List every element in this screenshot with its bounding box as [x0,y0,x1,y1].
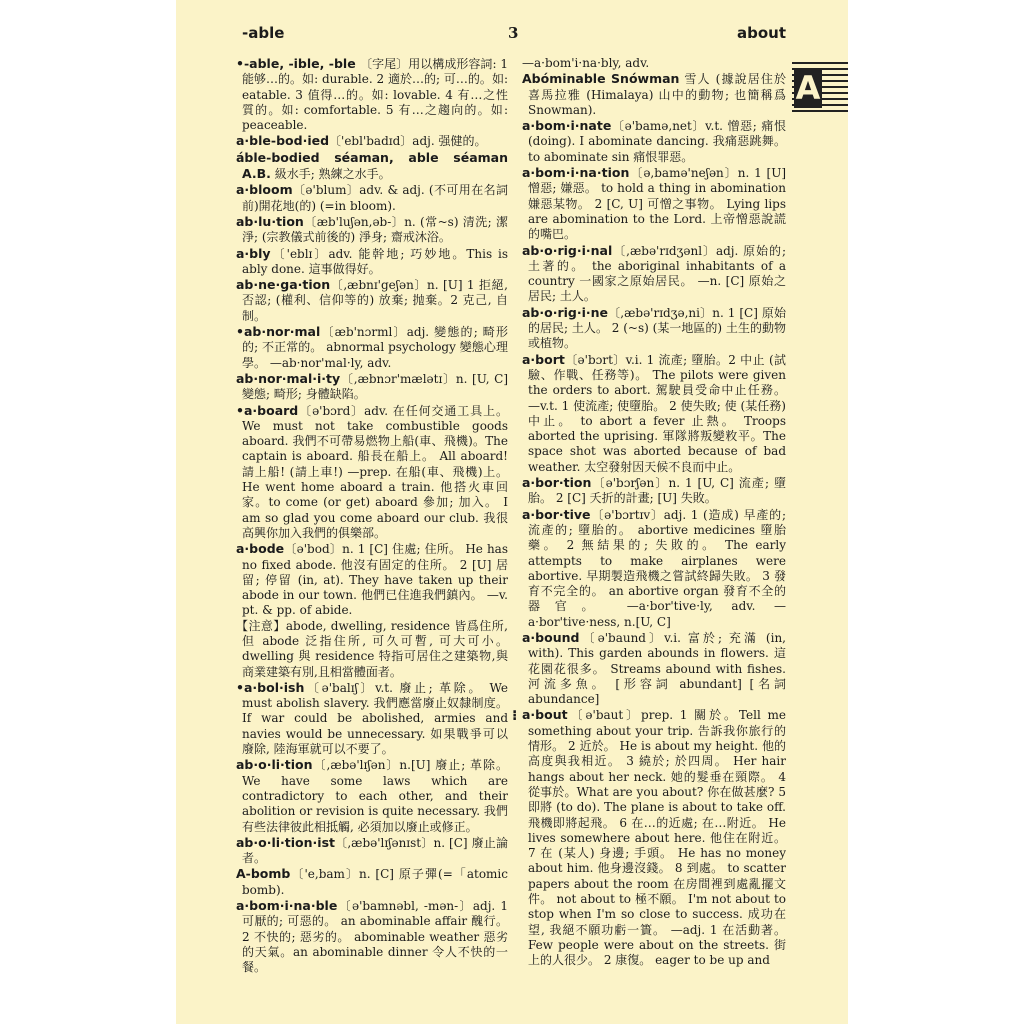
guide-word-left: -able [242,24,285,42]
headword: •a·bol·ish [236,679,305,695]
headword: a·bloom [236,182,293,198]
dictionary-entry: a·bom·i·nate〔ə'bamə,net〕v.t. 憎惡; 痛恨 (doing). I abominate dancing. 我痛惡跳舞。to abominate sin 痛恨罪惡。 [522,118,786,164]
dictionary-entry: •-able, -ible, -ble 〔字尾〕用以構成形容詞: 1 能够…的。如: durable. 2 適於…的; 可…的。如: eatable. 3 值得…的。如: lovable. 4 有…之性質的。如: comfortable. 5 有…之趨向的。如: peaceable. [236,56,508,133]
page-number: 3 [508,24,519,42]
dictionary-entry: —a·bom'i·na·bly, adv. [522,56,650,70]
headword: a·bort [522,351,565,367]
headword: a·bor·tive [522,506,591,522]
dictionary-entry: ab·nor·mal·i·ty〔,æbnɔr'mælətɪ〕n. [U, C] 變態; 畸形; 身體缺陷。 [236,370,508,402]
headword: •ab·nor·mal [236,324,321,340]
headword: ab·lu·tion [236,213,304,229]
headword: a·bound [522,629,580,645]
usage-note: 【注意】abode, dwelling, residence 皆爲住所, 但 abode 泛指住所, 可久可暫, 可大可小。dwelling 與 residence 特指可居住之建築物,與商業建築有別,且相當體面者。 [236,618,508,679]
dictionary-entry: ab·o·rig·i·nal〔,æbə'rɪdʒənl〕adj. 原始的; 土著的。 the aboriginal inhabitants of a country 一國家之原始居民。 —n. [C] 原始之居民; 土人。 [522,242,786,304]
dictionary-entry: a·ble-bod·ied〔'ebl'badɪd〕adj. 强健的。 [236,133,487,149]
headword: Abóminable Snówman [522,71,680,87]
headword: •a·board [236,402,299,418]
headword: ab·o·rig·i·ne [522,304,609,320]
headword: a·bor·tion [522,475,592,491]
dictionary-entry: ab·o·li·tion〔,æbə'lɪʃən〕n.[U] 廢止; 革除。We have some laws which are contradictory to each other, and their abolition or revision is quite necessary. 我們有些法律彼此相抵觸, 必須加以廢止或修正。 [236,757,508,834]
headword: •-able, -ible, -ble [236,56,361,71]
dictionary-entry: •a·bol·ish〔ə'balɪʃ〕v.t. 廢止; 革除。 We must abolish slavery. 我們應當廢止奴隸制度。 If war could be abolished, armies and navies would be unnecessary. 如果戰爭可以廢除, 陸海軍就可以不要了。 [236,679,508,757]
headword: a·bom·i·na·ble [236,898,338,914]
dictionary-entry: a·bode〔ə'bod〕n. 1 [C] 住處; 住所。 He has no fixed abode. 他沒有固定的住所。 2 [U] 居留; 停留 (in, at). They have taken up their abode in our town. 他們已住進我們鎮內。 —v. pt. & pp. of abide. [236,541,508,618]
dictionary-entry: a·bom·i·na·tion〔ə,bamə'neʃən〕n. 1 [U] 憎惡; 嫌惡。 to hold a thing in abomination 嫌惡某物。 2 [C, U] 可憎之事物。 Lying lips are abomination to the Lord. 上帝憎惡說謊的嘴巴。 [522,165,786,242]
dictionary-entry: ab·o·li·tion·ist〔,æbə'lɪʃənɪst〕n. [C] 廢止論者。 [236,834,508,866]
dictionary-entry: Abóminable Snówman 雪人 (據說居住於喜馬拉雅 (Himalaya) 山中的動物; 也簡稱爲 Snowman). [522,71,787,117]
right-column [522,56,786,969]
headword: A-bomb [236,866,291,882]
headword: a·bom·i·nate [522,118,612,134]
headword: a·bly [236,245,271,261]
column-marker: ⁝ [512,708,518,724]
headword: ab·nor·mal·i·ty [236,370,341,386]
headword: ab·ne·ga·tion [236,277,331,293]
dictionary-entry: a·bound〔ə'baund〕v.i. 富於; 充滿 (in, with). This garden abounds in flowers. 這花園花很多。 Streams abound with fishes. 河流多魚。 [形容詞 abundant] [名詞 abundance] [522,629,786,707]
dictionary-entry: a·bort〔ə'bɔrt〕v.i. 1 流產; 墮胎。2 中止 (試驗、作戰、任務等)。 The pilots were given the orders to abort. 駕駛員受命中止任務。 —v.t. 1 使流產; 使墮胎。 2 使失敗; 使 (某任務) 中止。 to abort a fever 止熱。 Troops aborted the uprising. 軍隊將叛變敉平。The space shot was aborted because of bad weather. 太空發射因天候不良而中止。 [522,351,786,474]
left-column [236,56,508,976]
dictionary-entry: ab·lu·tion〔æb'luʃən,əb-〕n. (常~s) 清洗; 潔淨; (宗教儀式前後的) 淨身; 齋戒沐浴。 [236,213,508,245]
dictionary-entry: ab·o·rig·i·ne〔,æbə'rɪdʒə,ni〕n. 1 [C] 原始的居民; 土人。 2 (~s) (某一地區的) 土生的動物或植物。 [522,304,786,351]
headword: a·ble-bod·ied [236,133,330,149]
dictionary-entry: a·bor·tive〔ə'bɔrtɪv〕adj. 1 (造成) 早產的; 流產的; 墮胎的。 abortive medicines 墮胎藥。 2 無結果的; 失敗的。 The early attempts to make airplanes were abortive. 早期製造飛機之嘗試終歸失敗。 3 發育不完全的。 an abortive organ 發育不全的器官。 —a·bor'tive·ly, adv. —a·bor'tive·ness, n.[U, C] [522,506,786,629]
dictionary-entry: ab·ne·ga·tion〔,æbnɪ'geʃən〕n. [U] 1 拒絕, 否認; (權利、信仰等的) 放棄; 抛棄。2 克己, 自制。 [236,277,508,323]
headword: a·bout [522,707,568,723]
headword: ab·o·li·tion·ist [236,834,335,850]
dictionary-entry: a·bly〔'eblɪ〕adv. 能幹地; 巧妙地。This is ably done. 這事做得好。 [236,245,508,276]
dictionary-entry: a·bloom〔ə'blum〕adv. & adj. (不可用在名詞前)開花地(的) (=in bloom). [236,182,508,213]
headword: ab·o·rig·i·nal [522,242,613,258]
headword: a·bom·i·na·tion [522,165,630,181]
headword: ab·o·li·tion [236,757,313,773]
dictionary-entry: A-bomb〔'e,bam〕n. [C] 原子彈(=「atomic bomb). [236,866,508,897]
dictionary-entry: áble-bodied séaman, able séaman A.B. 級水手; 熟練之水手。 [236,149,508,182]
guide-word-right: about [736,24,786,42]
dictionary-entry: a·bom·i·na·ble〔ə'bamnəbl, -mən-〕adj. 1 可厭的; 可惡的。 an abominable affair 醜行。 2 不快的; 惡劣的。 abominable weather 惡劣的天氣。an abominable dinner 令人不快的一餐。 [236,898,508,975]
thumb-index-letter: A [795,69,821,107]
headword: a·bode [236,541,285,557]
dictionary-page [176,0,848,1024]
thumb-index-tab [792,60,848,116]
dictionary-entry: •ab·nor·mal〔æb'nɔrml〕adj. 變態的; 畸形的; 不正常的。 abnormal psychology 變態心理學。 —ab·nor'mal·ly, adv. [236,324,508,370]
dictionary-entry: a·bout〔ə'baut〕prep. 1 關於。Tell me something about your trip. 告訴我你旅行的情形。 2 近於。 He is about my height. 他的高度與我相近。 3 繞於; 於四周。 Her hair hangs about her neck. 她的髮垂在頸際。 4 從事於。What are you about? 你在做甚麼? 5 即將 (to do). The plane is about to take off. 飛機即將起飛。 6 在…的近處; 在…附近。 He lives somewhere about here. 他住在附近。 7 在 (某人) 身邊; 手頭。 He has no money about him. 他身邊沒錢。 8 到處。 to scatter papers about the room 在房間裡到處亂擺文件。 not about to 極不願。 I'm not about to stop when I'm so close to success. 成功在望, 我絕不願功虧一簣。 —adj. 1 在活動著。 Few people were about on the streets. 街上的人很少。 2 康復。 eager to be up and [522,707,786,968]
dictionary-entry: a·bor·tion〔ə'bɔrʃən〕n. 1 [U, C] 流產; 墮胎。 2 [C] 夭折的計畫; [U] 失敗。 [522,475,786,506]
headword: áble-bodied séaman, able séaman A.B. [236,149,508,182]
dictionary-entry: •a·board〔ə'bɔrd〕adv. 在任何交通工具上。 We must not take combustible goods aboard. 我們不可帶易燃物上船(車、飛機)。The captain is aboard. 船長在船上。 All aboard! 請上船! (請上車!) —prep. 在船(車、飛機)上。He went home aboard a train. 他搭火車回家。to come (or get) aboard 參加; 加入。 I am so glad you come aboard our club. 我很高興你加入我們的俱樂部。 [236,402,508,540]
